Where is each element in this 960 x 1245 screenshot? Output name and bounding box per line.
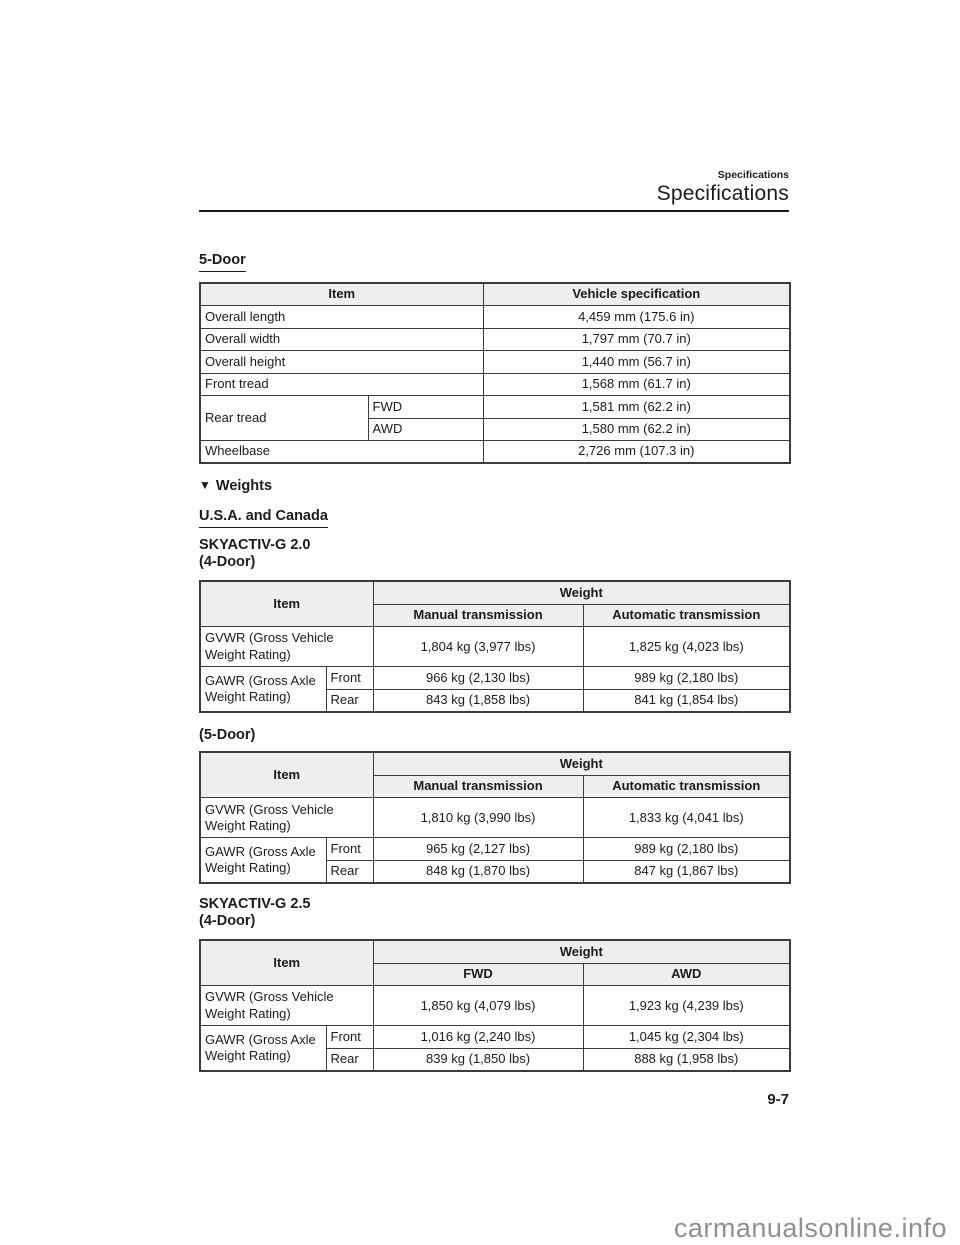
heading-engine-2-0 [199,537,789,570]
page-title: Specifications [656,182,789,206]
col-header-b: Automatic transmission [583,604,790,627]
front-value-b: 989 kg (2,180 lbs) [583,838,790,861]
heading-engine-2-5 [199,896,789,929]
rear-value-a: 843 kg (1,858 lbs) [373,689,583,712]
sub-label-rear: Rear [326,689,373,712]
col-header-weight: Weight [373,940,790,963]
table-row [200,396,790,419]
col-header-a: FWD [373,963,583,986]
rear-value-b: 841 kg (1,854 lbs) [583,689,790,712]
col-header-b: AWD [583,963,790,986]
item-value: 4,459 mm (175.6 in) [483,306,790,329]
table-row [200,441,790,464]
table-row [200,667,790,690]
page-number: 9-7 [767,1090,789,1108]
gvwr-label: GVWR (Gross Vehicle Weight Rating) [200,986,373,1026]
sub-label-rear: Rear [326,860,373,883]
sub-label-rear: Rear [326,1048,373,1071]
front-value-a: 1,016 kg (2,240 lbs) [373,1026,583,1049]
col-header-weight: Weight [373,752,790,775]
item-value: 1,580 mm (62.2 in) [483,418,790,441]
running-head: Specifications [717,169,789,181]
heading-5door-sub: (5-Door) [199,726,256,743]
col-header-a: Manual transmission [373,604,583,627]
heading-region: U.S.A. and Canada [199,508,328,527]
table-row [200,351,790,374]
gvwr-value-b: 1,923 kg (4,239 lbs) [583,986,790,1026]
table-row [200,798,790,838]
item-label-rear-tread: Rear tread [200,396,368,441]
table-row [200,373,790,396]
page-content [199,0,789,1108]
col-header-item: Item [200,581,373,627]
table-header-row [200,581,790,604]
heading-weights [199,478,789,495]
table-row [200,838,790,861]
gvwr-label: GVWR (Gross Vehicle Weight Rating) [200,627,373,667]
item-value: 1,797 mm (70.7 in) [483,328,790,351]
col-header-item: Item [200,940,373,986]
heading-engine-2-0-name: SKYACTIV-G 2.0 [199,536,311,553]
heading-engine-2-5-name: SKYACTIV-G 2.5 [199,895,311,912]
table-row [200,306,790,329]
rear-value-b: 847 kg (1,867 lbs) [583,860,790,883]
weight-table-2-5-4door [199,939,791,1072]
gvwr-value-b: 1,825 kg (4,023 lbs) [583,627,790,667]
rear-value-a: 848 kg (1,870 lbs) [373,860,583,883]
gvwr-value-b: 1,833 kg (4,041 lbs) [583,798,790,838]
item-label: Front tread [200,373,483,396]
col-header-weight: Weight [373,581,790,604]
gawr-label: GAWR (Gross Axle Weight Rating) [200,1026,326,1071]
weight-table-2-0-4door [199,580,791,713]
gvwr-value-a: 1,804 kg (3,977 lbs) [373,627,583,667]
gvwr-value-a: 1,850 kg (4,079 lbs) [373,986,583,1026]
table-header-row [200,283,790,306]
heading-engine-2-5-sub: (4-Door) [199,912,256,929]
front-value-b: 1,045 kg (2,304 lbs) [583,1026,790,1049]
col-header-item: Item [200,283,483,306]
table-row [200,1026,790,1049]
sub-label-front: Front [326,667,373,690]
table-row [200,328,790,351]
item-value: 1,581 mm (62.2 in) [483,396,790,419]
item-label: Wheelbase [200,441,483,464]
front-value-a: 966 kg (2,130 lbs) [373,667,583,690]
rear-value-a: 839 kg (1,850 lbs) [373,1048,583,1071]
item-value: 1,440 mm (56.7 in) [483,351,790,374]
sub-label-awd: AWD [368,418,483,441]
col-header-item: Item [200,752,373,798]
col-header-b: Automatic transmission [583,775,790,798]
table-header-row [200,752,790,775]
item-value: 1,568 mm (61.7 in) [483,373,790,396]
sub-label-front: Front [326,1026,373,1049]
section-region [199,507,789,527]
rear-value-b: 888 kg (1,958 lbs) [583,1048,790,1071]
dimensions-table [199,282,791,465]
item-label: Overall width [200,328,483,351]
item-label: Overall length [200,306,483,329]
gawr-label: GAWR (Gross Axle Weight Rating) [200,667,326,712]
section-5door [199,251,789,271]
table-row [200,986,790,1026]
item-label: Overall height [200,351,483,374]
col-header-a: Manual transmission [373,775,583,798]
col-header-spec: Vehicle specification [483,283,790,306]
table-header-row [200,940,790,963]
front-value-b: 989 kg (2,180 lbs) [583,667,790,690]
triangle-marker-icon: ▼ [199,478,211,493]
gvwr-label: GVWR (Gross Vehicle Weight Rating) [200,798,373,838]
header-rule [199,210,789,212]
heading-weights-label: Weights [215,478,273,495]
heading-engine-2-0-sub: (4-Door) [199,553,256,570]
heading-5door: 5-Door [199,252,246,271]
watermark: carmanualsonline.info [673,1213,947,1243]
table-row [200,627,790,667]
item-value: 2,726 mm (107.3 in) [483,441,790,464]
sub-label-fwd: FWD [368,396,483,419]
weight-table-2-0-5door [199,751,791,884]
sub-label-front: Front [326,838,373,861]
gvwr-value-a: 1,810 kg (3,990 lbs) [373,798,583,838]
gawr-label: GAWR (Gross Axle Weight Rating) [200,838,326,883]
front-value-a: 965 kg (2,127 lbs) [373,838,583,861]
